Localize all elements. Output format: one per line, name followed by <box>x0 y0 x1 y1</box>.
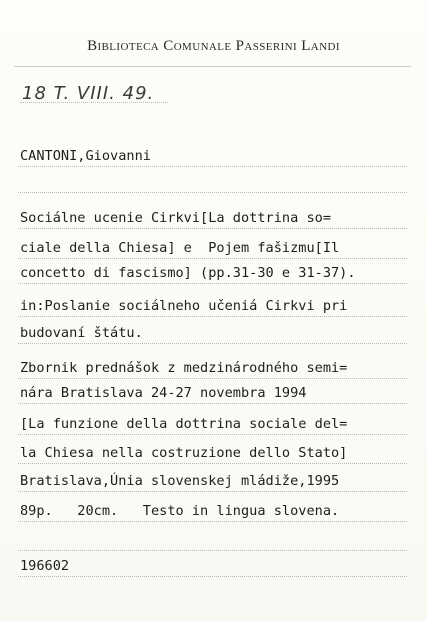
description-line: ciale della Chiesa] e Pojem fašizmu[Il <box>20 240 340 256</box>
ruled-line <box>18 283 407 284</box>
description-line: [La funzione della dottrina sociale del= <box>20 416 348 432</box>
ruled-line <box>18 463 407 464</box>
library-header: Biblioteca Comunale Passerini Landi <box>87 38 340 54</box>
description-line: Sociálne ucenie Cirkvi[La dottrina so= <box>20 210 331 226</box>
description-line: budovaní štátu. <box>20 325 143 341</box>
author-heading: CANTONI,Giovanni <box>20 148 151 164</box>
header-rule <box>14 66 411 67</box>
ruled-line <box>18 576 407 577</box>
ruled-line <box>18 192 407 193</box>
ruled-line <box>18 258 407 259</box>
shelfmark: 18 T. VIII. 49. <box>22 83 155 104</box>
ruled-line <box>18 491 407 492</box>
description-line: la Chiesa nella costruzione dello Stato] <box>20 445 348 461</box>
description-line: Zbornik prednášok z medzinárodného semi= <box>20 360 348 376</box>
description-line: 89p. 20cm. Testo in lingua slovena. <box>20 503 340 519</box>
ruled-line <box>18 378 407 379</box>
ruled-line <box>18 403 407 404</box>
ruled-line <box>18 228 407 229</box>
shelfmark-rule <box>20 102 168 103</box>
description-line: nára Bratislava 24-27 novembra 1994 <box>20 385 307 401</box>
description-line: concetto di fascismo] (pp.31-30 e 31-37). <box>20 265 356 281</box>
ruled-line <box>18 316 407 317</box>
description-line: in:Poslanie sociálneho učeniá Cirkvi pri <box>20 298 348 314</box>
ruled-line <box>18 166 407 167</box>
description-line: Bratislava,Únia slovenskej mládiže,1995 <box>20 473 340 489</box>
ruled-line <box>18 521 407 522</box>
ruled-line <box>18 434 407 435</box>
ruled-line <box>18 550 407 551</box>
inventory-number: 196602 <box>20 558 70 574</box>
ruled-line <box>18 343 407 344</box>
